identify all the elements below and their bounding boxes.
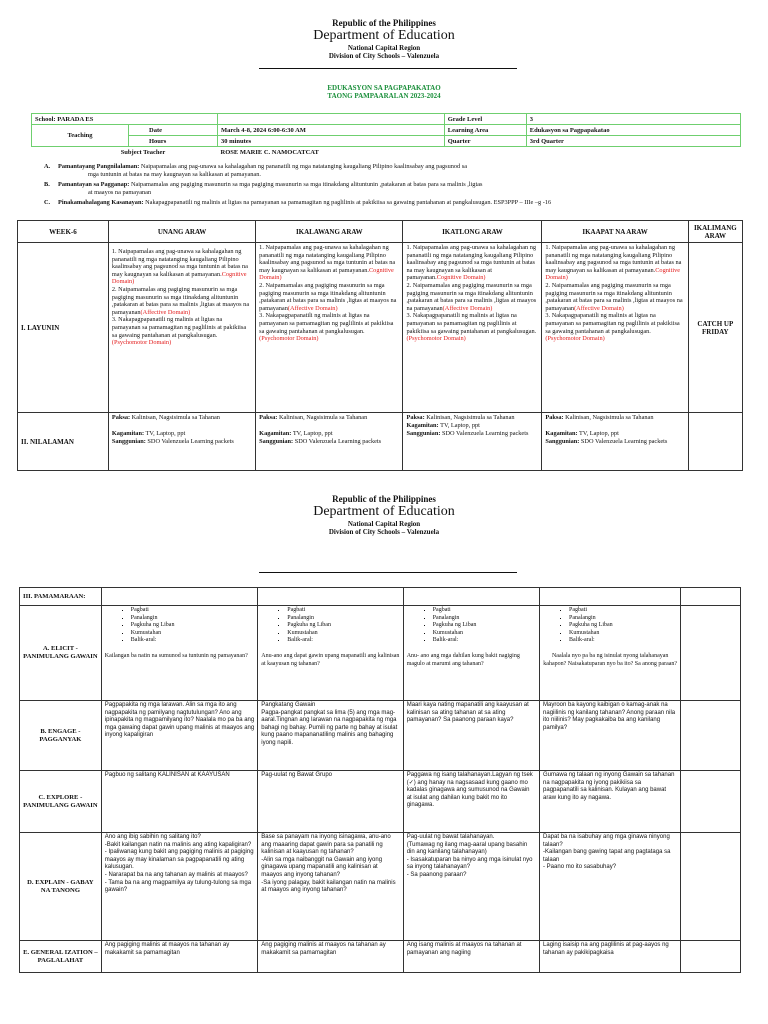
objective-3-domain: (Psychomotor Domain) xyxy=(406,335,466,343)
sanggunian-value: SDO Valenzuela Learning packets xyxy=(579,438,668,445)
nilalaman-label: II. NILALAMAN xyxy=(18,413,109,471)
region-text: National Capital Region xyxy=(347,520,421,528)
elicit-list xyxy=(105,607,255,645)
layunin-day4 xyxy=(542,243,688,413)
sanggunian-label: Sanggunian: xyxy=(111,438,146,445)
page-two xyxy=(0,490,768,1024)
objective-2: 2. Naipamamalas ang pagiging masunurin sa mga pagiging masunurin sa mga itinakdang alituntunin ,patakaran at batas para sa malinis ,ligtas at maayos na pamayanan xyxy=(111,285,250,316)
explore-day4: Gumawa ng talaan ng inyong Gawain sa tahanan na nagpapakita ng iyong pakikiisa sa pagpapanatili sa kalinisan. Kulayan ang bawat araw kung ito ay nagawa. xyxy=(540,771,681,833)
quarter-value: 3rd Quarter xyxy=(526,136,740,147)
area-value: Edukasyon sa Pagpapakatao xyxy=(526,125,740,136)
kagamitan-label: Kagamitan: xyxy=(545,430,578,437)
standard-b-text xyxy=(58,181,482,189)
list-item: ▪ Balik-aral: xyxy=(131,637,255,645)
hours-value: 30 minutes xyxy=(218,136,445,147)
division-text: Division of City Schools – Valenzuela xyxy=(328,528,440,536)
standard-c xyxy=(44,199,744,207)
explain-day1: Ano ang ibig sabihin ng salitang ito? -Bakit kailangan natin na malinis ang ating kapaligiran? - Ipaliwanag kung bakit ang pagiging malinis at pagiging maayos ay may kinalaman sa pagpapanatili ng ating kalusugan. - Nararapat ba na ang tahanan ay malinis at maayos? - Tama ba na ang magpamilya ay tulung-tulong sa mga gawain? xyxy=(101,833,258,941)
objective-2-domain: (Affective Domain) xyxy=(442,304,493,312)
paksa-label: Paksa: xyxy=(406,414,425,421)
standard-b-label: Pamantayan sa Pagganap: xyxy=(58,181,130,188)
elicit-list xyxy=(407,607,536,645)
list-item: ▪ Panalangin xyxy=(131,615,255,623)
engage-day4: Mayroon ba kayong kaibigan o kamag-anak na nagiilinis ng kanilang tahanan? Anong paraan nila ito niilinis? May pagkakaiba ba ang kanilang pamilya? xyxy=(540,701,681,771)
header-day3: IKATLONG ARAW xyxy=(403,221,542,243)
layunin-day3 xyxy=(403,243,542,413)
objective-1: 1. Naipapamalas ang pag-unawa sa kahalagahan ng pananatili ng mga natatanging kaugaliang Pilipino kaalinsabay ang pagsunod sa mga tuntunin at batas na may kaugnayan sa kalikasan at pamayanan. xyxy=(406,244,537,282)
list-item: ▪ Balik-aral: xyxy=(433,637,536,645)
elicit-question: Anu- ano ang mga dahilan kung bakit nagiging magulo at marumi ang tahanan? xyxy=(406,652,520,667)
list-item: ▪ Pagbati xyxy=(287,607,399,615)
header-day4: IKAAPAT NA ARAW xyxy=(542,221,688,243)
list-item: ▪ Pagkuha ng Liban xyxy=(433,622,536,630)
date-label: Date xyxy=(129,125,218,136)
kagamitan-label: Kagamitan: xyxy=(111,430,145,437)
header-day2: IKALAWANG ARAW xyxy=(256,221,403,243)
elicit-day4 xyxy=(540,606,681,701)
standard-b-key: B. xyxy=(44,181,50,188)
paksa-label: Paksa: xyxy=(111,414,131,421)
sanggunian-value: SDO Valenzuela Learning packets xyxy=(145,438,234,445)
header-week: WEEK-6 xyxy=(18,221,109,243)
subject-teacher-label xyxy=(32,147,218,158)
header-rule xyxy=(259,572,517,573)
objective-3: 3. Nakapagpapanatili ng malinis at ligtas na pamayanan sa pamamagitan ng paglilinis at pakikiisa sa gawaing pantahanan at pangkalusugan. xyxy=(545,312,680,335)
standard-c-label: Pinakamahalagang Kasanayan: xyxy=(58,199,144,206)
nilalaman-day5 xyxy=(688,413,742,471)
elicit-day2 xyxy=(258,606,403,701)
paksa-label: Paksa: xyxy=(259,414,278,421)
quarter-label: Quarter xyxy=(444,136,526,147)
standard-c-key: C. xyxy=(44,199,51,206)
paksa-value: Kalinisan, Nagsisimula sa Tahanan xyxy=(130,414,220,421)
explain-day5 xyxy=(681,833,741,941)
kagamitan-value: TV, Laptop, ppt xyxy=(577,430,619,437)
sanggunian-value: SDO Valenzuela Learning packets xyxy=(440,430,529,437)
list-item: ▪ Pagbati xyxy=(569,607,677,615)
gen-day2: Ang pagiging malinis at maayos na tahanan ay makakamit sa pamamagitan xyxy=(258,941,403,973)
standard-a-text xyxy=(58,163,467,171)
sanggunian-label: Sanggunian: xyxy=(545,438,580,445)
lesson-table xyxy=(17,220,743,471)
engage-day1: Pagpapakita ng mga larawan. Alin sa mga ito ang nagpapakita ng pamilyang nagtutulungan? Ano ang ipinapakita ng magpamilyang ito? Naalala mo pa ba ang mga gawaing dapat gawin upang malinis at maayos ang inyong kapaligiran xyxy=(101,701,258,771)
layunin-label: I. LAYUNIN xyxy=(18,243,109,413)
grade-label: Grade Level xyxy=(444,114,526,125)
engage-day5 xyxy=(681,701,741,771)
engage-day3: Maari kaya nating mapanatili ang kaayusan at kalinisan sa ating tahanan at sa ating pamayanan? Sa paanong paraan kaya? xyxy=(403,701,539,771)
list-item: ▪ Panalangin xyxy=(433,615,536,623)
layunin-day1 xyxy=(108,243,255,413)
kagamitan-value: TV, Laptop, ppt xyxy=(144,430,186,437)
explore-day5 xyxy=(681,771,741,833)
list-item: ▪ Pagkuha ng Liban xyxy=(287,622,399,630)
proc-blank-3 xyxy=(403,588,539,606)
layunin-day2 xyxy=(256,243,403,413)
region-text: National Capital Region xyxy=(347,44,421,52)
objective-2: 2. Naipamamalas ang pagiging masunurin sa mga pagiging masunurin sa mga itinakdang alituntunin ,patakaran at batas para sa malinis ,ligtas at maayos na pamayanan xyxy=(545,281,683,312)
subject-year: TAONG PAMPAARALAN 2023-2024 xyxy=(327,92,441,100)
list-item: ▪ Balik-aral: xyxy=(569,637,677,645)
kagamitan-value: TV, Laptop, ppt xyxy=(291,430,333,437)
header-day1: UNANG ARAW xyxy=(108,221,255,243)
list-item: ▪ Balik-aral: xyxy=(287,637,399,645)
list-item: ▪ Pagkuha ng Liban xyxy=(131,622,255,630)
standard-a-cont: mga tuntunin at batas na may kaugnayan sa kalikasan at pamayanan. xyxy=(88,171,261,178)
page-header xyxy=(0,494,768,536)
nilalaman-day3 xyxy=(403,413,542,471)
proc-blank-4 xyxy=(540,588,681,606)
objective-3-domain: (Psychomotor Domain) xyxy=(259,335,319,343)
sanggunian-label: Sanggunian: xyxy=(259,438,294,445)
paksa-label: Paksa: xyxy=(545,414,564,421)
explore-day3: Paggawa ng isang talahanayan.Lagyan ng tsek (✓) ang hanay na nagsasaad kung gaano mo kadalas ginagawa ang sumusunod na Gawain at isulat ang dahilan kung bakit mo ito ginagawa. xyxy=(403,771,539,833)
elicit-question: Naalala nyo pa ba ng isinulat nyong talahanayan kahapon? Naisakatuparan nyo ba ito? Sa anong paraan? xyxy=(543,652,678,667)
grade-value: 3 xyxy=(526,114,740,125)
proc-blank-2 xyxy=(258,588,403,606)
procedure-table xyxy=(19,587,741,973)
paksa-value: Kalinisan, Nagsisimula sa Tahanan xyxy=(424,414,515,421)
paksa-value: Kalinisan, Nagsisimula sa Tahanan xyxy=(563,414,654,421)
subject-teacher-text: Subject Teacher xyxy=(120,148,166,156)
kagamitan-value: TV, Laptop, ppt xyxy=(438,422,480,429)
republic-text: Republic of the Philippines xyxy=(332,494,436,504)
objective-1-domain: Cognitive Domain) xyxy=(259,266,394,282)
objective-3: 3. Nakapagpapanatili ng malinis at ligtas na pamayanan sa pamamagitan ng paglilinis at pakikiisa sa gawaing pantahanan at pangkalusugan. xyxy=(406,312,537,335)
standards-block xyxy=(44,163,744,207)
elicit-question: Kailangan ba natin na sumunod sa tuntunin ng pamayanan? xyxy=(104,652,248,659)
objective-2-domain: (Affective Domain) xyxy=(287,304,338,312)
sanggunian-label: Sanggunian: xyxy=(406,430,441,437)
objective-3-domain: (Psychomotor Domain) xyxy=(111,339,172,347)
date-value: March 4-8, 2024 6:00-6:30 AM xyxy=(218,125,445,136)
gen-day4: Laging isaisip na ang paglilinis at pag-aayos ng tahanan ay pakikipagkaisa xyxy=(540,941,681,973)
elicit-day1 xyxy=(101,606,258,701)
elicit-list xyxy=(543,607,677,645)
standard-a-key: A. xyxy=(44,163,51,170)
header-rule xyxy=(259,68,517,69)
engage-label: B. ENGAGE - PAGGANYAK xyxy=(20,701,102,771)
teaching-text: Teaching xyxy=(67,132,93,139)
elicit-list xyxy=(261,607,399,645)
engage-day2: Pangkatang Gawain Pagpa-pangkat pangkat sa lima (5) ang mga mag-aaral.Tingnan ang larawan na nagpapakita ng mga bahagi ng bahay. Pumili ng parte ng bahay at isulat kung paano mapananatiling malinis ang bahaging iyong napili. xyxy=(258,701,403,771)
proc-blank-1 xyxy=(101,588,258,606)
gen-day5 xyxy=(681,941,741,973)
division-text: Division of City Schools – Valenzuela xyxy=(328,52,440,60)
standard-a xyxy=(44,163,744,171)
generalization-label: E. GENERAL IZATION – PAGLALAHAT xyxy=(20,941,102,973)
sanggunian-value: SDO Valenzuela Learning packets xyxy=(293,438,382,445)
objective-1: 1. Naipapamalas ang pag-unawa sa kahalagahan ng pananatili ng mga natatanging kaugaliang Pilipino kaalinsabay ang pagsunod sa mga tuntunin at batas na may kaugnayan sa kalikasan at pamayanan. xyxy=(111,248,248,278)
list-item: ▪ Kumustahan xyxy=(433,630,536,638)
explain-label: D. EXPLAIN - GABAY NA TANONG xyxy=(20,833,102,941)
objective-1-domain: Cognitive Domain) xyxy=(545,266,681,282)
objective-1: 1. Naipapamalas ang pag-unawa sa kahalagahan ng pananatili ng mga natatanging kaugaliang Pilipino kaalinsabay ang pagsunod sa mga tuntunin at batas na may kaugnayan sa kalikasan at pamayanan. xyxy=(259,244,396,274)
list-item: ▪ Pagbati xyxy=(433,607,536,615)
objective-1: 1. Naipapamalas ang pag-unawa sa kahalagahan ng pananatili ng mga natatanging kaugaliang Pilipino kaalinsabay ang pagsunod sa mga tuntunin at batas na may kaugnayan sa kalikasan at pamayanan. xyxy=(545,244,682,274)
objective-2: 2. Naipamamalas ang pagiging masunurin sa mga pagiging masunurin sa mga itinakdang alituntunin ,patakaran at batas para sa malinis ,ligtas at maayos na pamayanan xyxy=(259,281,397,312)
elicit-day3 xyxy=(403,606,539,701)
teaching-label xyxy=(32,125,129,147)
explain-day3: Pag-uulat ng bawat talahanayan. (Tumawag ng ilang mag-aaral upang basahin din ang kanilang talahanayan) - Isasakatuparan ba ninyo ang mga isinulat nyo sa inyong talahanayan? - Sa paanong paraan? xyxy=(403,833,539,941)
subject-line-1: EDUKASYON SA PAGPAPAKATAO xyxy=(327,84,441,92)
standard-c-text xyxy=(58,199,551,207)
objective-1-domain: Cognitive Domain) xyxy=(111,270,247,286)
standard-b-body: Naipamamalas ang pagiging masunurin sa mga pagiging masunurin sa mga itinakdang alituntunin ,patakaran at batas para sa malinis ,ligtas xyxy=(129,181,483,188)
explain-day2: Base sa panayam na inyong isinagawa, anu-ano ang maaaring dapat gawin para sa panatili ng kalinisan at kaayusan ng tahanan? -Alin sa mga naibanggit na Gawain ang iyong ginagawa upang mapanatili ang kalinisan at maayos ang inyong tahanan? -Sa iyong palagay, bakit kailangan natin na malinis at maayos ang inyong tahanan? xyxy=(258,833,403,941)
elicit-day5 xyxy=(681,606,741,701)
area-label: Learning Area xyxy=(444,125,526,136)
gen-day1: Ang pagiging malinis at maayos na tahanan ay makakamit sa pamamagitan xyxy=(101,941,258,973)
list-item: ▪ Kumustahan xyxy=(569,630,677,638)
hours-label: Hours xyxy=(129,136,218,147)
objective-2-domain: (Affective Domain) xyxy=(140,308,191,316)
page-one xyxy=(0,0,768,480)
info-table xyxy=(31,113,741,157)
explain-day4: Dapat ba na isabuhay ang mga ginawa ninyong talaan? -Kailangan bang gawing tapat ang pagtataga sa talaan - Paano mo ito sasabuhay? xyxy=(540,833,681,941)
standard-b-cont: at maayos na pamayanan xyxy=(88,189,152,196)
elicit-question: Anu-ano ang dapat gawin upang mapanatili ang kalinisan at kaayusan ng tahanan? xyxy=(261,652,400,667)
list-item: ▪ Kumustahan xyxy=(131,630,255,638)
objective-3: 3. Nakapagpapanatili ng malinis at ligtas na pamayanan sa pamamagitan ng paglilinis at pakikiisa sa gawaing pantahanan at pangkalusugan. xyxy=(259,312,394,335)
paksa-value: Kalinisan, Nagsisimula sa Tahanan xyxy=(277,414,368,421)
explore-label: C. EXPLORE - PANIMULANG GAWAIN xyxy=(20,771,102,833)
subject-teacher-value: ROSE MARIE C. NAMOCATCAT xyxy=(220,148,319,156)
header-day5: IKALIMANG ARAW xyxy=(688,221,742,243)
explore-day1: Pagbuo ng salitang KALINISAN at KAAYUSAN xyxy=(101,771,258,833)
objective-2: 2. Naipamamalas ang pagiging masunurin sa mga pagiging masunurin sa mga itinakdang alituntunin ,patakaran at batas para sa malinis ,ligtas at maayos na pamayanan xyxy=(406,281,537,312)
list-item: ▪ Pagbati xyxy=(131,607,255,615)
kagamitan-label: Kagamitan: xyxy=(406,422,439,429)
standard-c-body: Nakapagpapanatili ng malinis at ligtas na pamayanan sa pamamagitan ng paglilinis at pakikiisa sa gawaing pantahanan at pangkalusugan. ESP3PPP – IIIe –g -16 xyxy=(143,199,552,206)
subject-title xyxy=(0,84,768,100)
list-item: ▪ Pagkuha ng Liban xyxy=(569,622,677,630)
catch-up-friday: CATCH UP FRIDAY xyxy=(688,243,742,413)
explore-day2: Pag-uulat ng Bawat Grupo xyxy=(258,771,403,833)
list-item: ▪ Kumustahan xyxy=(287,630,399,638)
standard-a-body: Naipapamalas ang pag-unawa sa kahalagahan ng pananatili ng mga natatanging kaugaliang Pilipino kaalinsabay ang pagsunod sa xyxy=(139,163,468,170)
nilalaman-day2 xyxy=(256,413,403,471)
objective-3: 3. Nakapagpapanatili ng malinis at ligtas na pamayanan sa pamamagitan ng paglilinis at pakikiisa sa gawaing pantahanan at pangkalusugan. xyxy=(111,316,247,339)
nilalaman-day4 xyxy=(542,413,688,471)
department-title: Department of Education xyxy=(313,504,455,519)
gen-day3: Ang isang malinis at maayos na tahanan at pamayanan ang nagiing xyxy=(403,941,539,973)
elicit-label: A. ELICIT - PANIMULANG GAWAIN xyxy=(20,606,102,701)
list-item: ▪ Panalangin xyxy=(287,615,399,623)
objective-2-domain: (Affective Domain) xyxy=(574,304,624,312)
proc-blank-5 xyxy=(681,588,741,606)
republic-text: Republic of the Philippines xyxy=(332,18,436,28)
objective-3-domain: (Psychomotor Domain) xyxy=(545,335,605,343)
objective-1-domain: Cognitive Domain) xyxy=(436,274,486,282)
school-cell: School: PARADA ES xyxy=(32,114,218,125)
department-title: Department of Education xyxy=(313,28,455,43)
list-item: ▪ Panalangin xyxy=(569,615,677,623)
kagamitan-label: Kagamitan: xyxy=(259,430,292,437)
procedure-title: III. PAMAMARAAN: xyxy=(20,588,102,606)
page-header xyxy=(0,18,768,60)
blank-cell xyxy=(218,114,445,125)
standard-b xyxy=(44,181,744,189)
nilalaman-day1 xyxy=(108,413,255,471)
standard-a-label: Pamantayang Pangnilalaman: xyxy=(58,163,140,170)
